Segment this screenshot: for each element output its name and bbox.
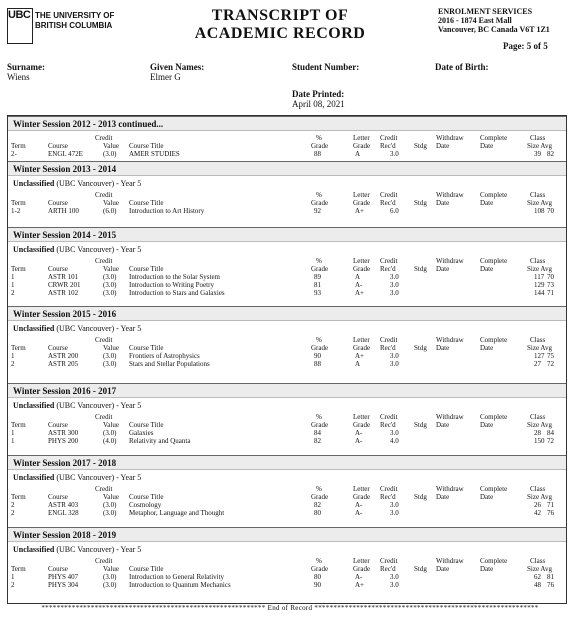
course-size-cell: 127	[534, 352, 545, 360]
column-header-withdraw-top: Withdraw	[436, 557, 464, 565]
column-header-letter-bottom: Grade	[353, 421, 371, 429]
course-ctitle-cell: Introduction to Quantum Mechanics	[129, 581, 231, 589]
column-header-stdg: Stdg	[414, 565, 427, 573]
column-header-letter-bottom: Grade	[353, 493, 371, 501]
course-avg-cell: 72	[547, 360, 554, 368]
course-rec-cell: 3.0	[390, 509, 399, 517]
document-title	[160, 7, 400, 43]
column-header-withdraw-bottom: Date	[436, 142, 450, 150]
column-header-complete-top: Complete	[480, 557, 508, 565]
column-header-course: Course	[48, 565, 68, 573]
course-rec-cell: 3.0	[390, 573, 399, 581]
course-ctitle-cell: Introduction to Stars and Galaxies	[129, 289, 225, 297]
column-header-class-top: Class	[530, 336, 546, 344]
program-line	[13, 245, 141, 254]
column-header-rec-bottom: Rec'd	[380, 142, 396, 150]
course-size-cell: 108	[534, 207, 545, 215]
course-avg-cell: 71	[547, 501, 554, 509]
column-header-pct-bottom: Grade	[311, 565, 329, 573]
course-ctitle-cell: Relativity and Quanta	[129, 437, 191, 445]
column-header-complete-bottom: Date	[480, 565, 494, 573]
column-header-stdg: Stdg	[414, 344, 427, 352]
column-header-stdg: Stdg	[414, 265, 427, 273]
course-avg-cell: 73	[547, 281, 554, 289]
session-header: Winter Session 2015 - 2016	[8, 306, 566, 321]
university-line-2: BRITISH COLUMBIA	[35, 21, 113, 30]
column-header-complete-bottom: Date	[480, 265, 494, 273]
column-header-credit-top: Credit	[95, 413, 113, 421]
session-header: Winter Session 2018 - 2019	[8, 527, 566, 542]
column-header-complete-top: Complete	[480, 485, 508, 493]
session-header: Winter Session 2017 - 2018	[8, 455, 566, 470]
session-header: Winter Session 2013 - 2014	[8, 161, 566, 176]
date-printed-label: Date Printed:	[292, 89, 345, 99]
column-header-rec-bottom: Rec'd	[380, 199, 396, 207]
course-letter-cell: A-	[355, 509, 363, 517]
column-header-withdraw-top: Withdraw	[436, 336, 464, 344]
program-campus: (UBC Vancouver) - Year 5	[56, 324, 142, 333]
surname-value: Wiens	[7, 72, 30, 82]
column-header-pct-bottom: Grade	[311, 199, 329, 207]
page-number: Page: 5 of 5	[503, 41, 548, 51]
column-header-pct-bottom: Grade	[311, 265, 329, 273]
column-header-course-title: Course Title	[129, 493, 164, 501]
course-avg-cell: 84	[547, 429, 554, 437]
course-size-cell: 62	[534, 573, 541, 581]
course-size-cell: 26	[534, 501, 541, 509]
program-line	[13, 324, 141, 333]
course-credit-cell: (3.0)	[103, 501, 117, 509]
column-header-letter-bottom: Grade	[353, 344, 371, 352]
course-pct-cell: 88	[314, 360, 321, 368]
course-ctitle-cell: Metaphor, Language and Thought	[129, 509, 225, 517]
given-names-label: Given Names:	[150, 62, 205, 72]
course-course-cell: ASTR 403	[48, 501, 79, 509]
column-header-complete-bottom: Date	[480, 344, 494, 352]
column-header-letter-top: Letter	[353, 485, 370, 493]
address-line-3: Vancouver, BC Canada V6T 1Z1	[438, 25, 550, 34]
column-header-course-title: Course Title	[129, 199, 164, 207]
column-header-term: Term	[11, 565, 26, 573]
program-status: Unclassified	[13, 401, 55, 410]
program-line	[13, 473, 141, 482]
course-course-cell: ENGL 328	[48, 509, 79, 517]
office-address	[438, 7, 550, 34]
course-term-cell: 1	[11, 437, 15, 445]
title-line-2: ACADEMIC RECORD	[194, 25, 366, 42]
course-term-cell: 2	[11, 289, 15, 297]
column-header-term: Term	[11, 142, 26, 150]
course-size-cell: 27	[534, 360, 541, 368]
course-pct-cell: 90	[314, 352, 321, 360]
course-size-cell: 117	[534, 273, 545, 281]
column-header-course: Course	[48, 265, 68, 273]
column-header-credit-top: Credit	[95, 336, 113, 344]
course-avg-cell: 76	[547, 509, 554, 517]
column-header-withdraw-top: Withdraw	[436, 191, 464, 199]
course-rec-cell: 3.0	[390, 289, 399, 297]
course-course-cell: PHYS 304	[48, 581, 79, 589]
course-avg-cell: 70	[547, 273, 554, 281]
column-header-credit-top: Credit	[95, 134, 113, 142]
course-pct-cell: 80	[314, 573, 321, 581]
course-term-cell: 2	[11, 360, 15, 368]
column-header-pct-bottom: Grade	[311, 493, 329, 501]
column-header-withdraw-bottom: Date	[436, 265, 450, 273]
course-size-cell: 42	[534, 509, 541, 517]
course-credit-cell: (3.0)	[103, 150, 117, 158]
course-credit-cell: (3.0)	[103, 273, 117, 281]
course-letter-cell: A-	[355, 573, 363, 581]
program-status: Unclassified	[13, 473, 55, 482]
column-header-withdraw-bottom: Date	[436, 344, 450, 352]
column-header-withdraw-bottom: Date	[436, 565, 450, 573]
column-header-complete-top: Complete	[480, 336, 508, 344]
column-header-letter-top: Letter	[353, 191, 370, 199]
column-header-course-title: Course Title	[129, 265, 164, 273]
column-header-credit-top: Credit	[95, 191, 113, 199]
column-header-stdg: Stdg	[414, 199, 427, 207]
course-credit-cell: (3.0)	[103, 581, 117, 589]
column-header-credit-value: Value	[103, 142, 119, 150]
course-avg-cell: 81	[547, 573, 554, 581]
course-term-cell: 1-2	[11, 207, 21, 215]
course-avg-cell: 75	[547, 352, 554, 360]
course-ctitle-cell: AMER STUDIES	[129, 150, 180, 158]
given-names-value: Elmer G	[150, 72, 181, 82]
column-header-letter-top: Letter	[353, 257, 370, 265]
course-rec-cell: 3.0	[390, 352, 399, 360]
course-rec-cell: 3.0	[390, 501, 399, 509]
column-header-rec-top: Credit	[380, 557, 398, 565]
column-header-credit-value: Value	[103, 344, 119, 352]
column-header-credit-top: Credit	[95, 485, 113, 493]
column-header-class-top: Class	[530, 134, 546, 142]
course-avg-cell: 82	[547, 150, 554, 158]
course-avg-cell: 76	[547, 581, 554, 589]
column-header-letter-top: Letter	[353, 336, 370, 344]
column-header-term: Term	[11, 199, 26, 207]
column-header-term: Term	[11, 493, 26, 501]
course-letter-cell: A+	[355, 581, 365, 589]
column-header-credit-top: Credit	[95, 257, 113, 265]
course-credit-cell: (3.0)	[103, 509, 117, 517]
course-course-cell: ASTR 200	[48, 352, 79, 360]
column-header-class-top: Class	[530, 191, 546, 199]
course-letter-cell: A	[355, 360, 361, 368]
course-size-cell: 129	[534, 281, 545, 289]
course-rec-cell: 3.0	[390, 360, 399, 368]
course-rec-cell: 3.0	[390, 273, 399, 281]
column-header-rec-top: Credit	[380, 191, 398, 199]
column-header-letter-bottom: Grade	[353, 199, 371, 207]
course-credit-cell: (3.0)	[103, 281, 117, 289]
column-header-letter-bottom: Grade	[353, 142, 371, 150]
course-term-cell: 2	[11, 501, 15, 509]
column-header-pct-top: %	[316, 557, 322, 565]
course-size-cell: 28	[534, 429, 541, 437]
column-header-course-title: Course Title	[129, 565, 164, 573]
transcript-table	[7, 115, 567, 604]
column-header-class-top: Class	[530, 413, 546, 421]
course-term-cell: 2	[11, 581, 15, 589]
course-ctitle-cell: Frontiers of Astrophysics	[129, 352, 200, 360]
course-course-cell: ENGL 472E	[48, 150, 83, 158]
column-header-course-title: Course Title	[129, 344, 164, 352]
column-header-pct-top: %	[316, 485, 322, 493]
column-header-class-bottom: Size Avg	[527, 565, 552, 573]
column-header-class-bottom: Size Avg	[527, 265, 552, 273]
course-course-cell: ASTR 300	[48, 429, 79, 437]
program-line	[13, 401, 141, 410]
course-avg-cell: 71	[547, 289, 554, 297]
course-course-cell: ASTR 205	[48, 360, 79, 368]
column-header-credit-value: Value	[103, 421, 119, 429]
course-avg-cell: 70	[547, 207, 554, 215]
column-header-letter-bottom: Grade	[353, 565, 371, 573]
column-header-course: Course	[48, 493, 68, 501]
course-pct-cell: 80	[314, 509, 321, 517]
column-header-letter-top: Letter	[353, 413, 370, 421]
course-ctitle-cell: Introduction to Art History	[129, 207, 205, 215]
course-credit-cell: (6.0)	[103, 207, 117, 215]
column-header-withdraw-top: Withdraw	[436, 134, 464, 142]
column-header-class-top: Class	[530, 257, 546, 265]
course-pct-cell: 81	[314, 281, 321, 289]
course-term-cell: 1	[11, 573, 15, 581]
student-number-label: Student Number:	[292, 62, 360, 72]
program-status: Unclassified	[13, 179, 55, 188]
address-line-2: 2016 - 1874 East Mall	[438, 16, 512, 25]
column-header-withdraw-top: Withdraw	[436, 485, 464, 493]
course-rec-cell: 4.0	[390, 437, 399, 445]
program-campus: (UBC Vancouver) - Year 5	[56, 545, 142, 554]
column-header-pct-top: %	[316, 134, 322, 142]
course-size-cell: 48	[534, 581, 541, 589]
column-header-rec-bottom: Rec'd	[380, 565, 396, 573]
column-header-course: Course	[48, 142, 68, 150]
course-ctitle-cell: Stars and Stellar Populations	[129, 360, 210, 368]
course-letter-cell: A+	[355, 207, 365, 215]
column-header-course: Course	[48, 421, 68, 429]
column-header-credit-value: Value	[103, 565, 119, 573]
course-course-cell: ARTH 100	[48, 207, 79, 215]
course-ctitle-cell: Introduction to the Solar System	[129, 273, 220, 281]
column-header-stdg: Stdg	[414, 493, 427, 501]
column-header-rec-bottom: Rec'd	[380, 265, 396, 273]
course-pct-cell: 92	[314, 207, 321, 215]
address-line-1: ENROLMENT SERVICES	[438, 7, 533, 16]
course-letter-cell: A-	[355, 437, 363, 445]
column-header-credit-value: Value	[103, 493, 119, 501]
column-header-term: Term	[11, 265, 26, 273]
column-header-complete-bottom: Date	[480, 493, 494, 501]
program-line	[13, 545, 141, 554]
column-header-class-top: Class	[530, 557, 546, 565]
university-line-1: THE UNIVERSITY OF	[35, 11, 115, 20]
course-credit-cell: (3.0)	[103, 352, 117, 360]
course-term-cell: 1	[11, 281, 15, 289]
ubc-logo-text: UBC	[8, 9, 31, 21]
course-ctitle-cell: Cosmology	[129, 501, 162, 509]
course-course-cell: ASTR 102	[48, 289, 79, 297]
column-header-term: Term	[11, 421, 26, 429]
course-pct-cell: 82	[314, 437, 321, 445]
course-course-cell: ASTR 101	[48, 273, 79, 281]
column-header-withdraw-bottom: Date	[436, 493, 450, 501]
program-status: Unclassified	[13, 245, 55, 254]
program-campus: (UBC Vancouver) - Year 5	[56, 401, 142, 410]
course-pct-cell: 89	[314, 273, 321, 281]
column-header-course-title: Course Title	[129, 142, 164, 150]
course-letter-cell: A-	[355, 501, 363, 509]
column-header-letter-top: Letter	[353, 134, 370, 142]
course-rec-cell: 3.0	[390, 429, 399, 437]
column-header-pct-bottom: Grade	[311, 142, 329, 150]
column-header-withdraw-bottom: Date	[436, 421, 450, 429]
column-header-complete-top: Complete	[480, 257, 508, 265]
column-header-complete-bottom: Date	[480, 142, 494, 150]
column-header-class-bottom: Size Avg	[527, 421, 552, 429]
course-term-cell: 1	[11, 273, 15, 281]
course-course-cell: CRWR 201	[48, 281, 81, 289]
column-header-complete-bottom: Date	[480, 199, 494, 207]
course-letter-cell: A	[355, 273, 361, 281]
column-header-class-bottom: Size Avg	[527, 142, 552, 150]
column-header-complete-bottom: Date	[480, 421, 494, 429]
column-header-term: Term	[11, 344, 26, 352]
column-header-credit-top: Credit	[95, 557, 113, 565]
course-credit-cell: (3.0)	[103, 573, 117, 581]
course-pct-cell: 88	[314, 150, 321, 158]
column-header-withdraw-top: Withdraw	[436, 413, 464, 421]
course-rec-cell: 3.0	[390, 281, 399, 289]
column-header-stdg: Stdg	[414, 142, 427, 150]
course-pct-cell: 82	[314, 501, 321, 509]
course-letter-cell: A+	[355, 289, 365, 297]
column-header-rec-top: Credit	[380, 485, 398, 493]
column-header-course-title: Course Title	[129, 421, 164, 429]
end-of-record: *********************************************************** End of Record ***********************************************************	[41, 604, 539, 612]
course-rec-cell: 6.0	[390, 207, 399, 215]
title-line-1: TRANSCRIPT OF	[211, 7, 349, 24]
column-header-pct-bottom: Grade	[311, 421, 329, 429]
course-ctitle-cell: Galaxies	[129, 429, 154, 437]
date-of-birth-label: Date of Birth:	[435, 62, 489, 72]
session-header: Winter Session 2016 - 2017	[8, 383, 566, 398]
course-size-cell: 150	[534, 437, 545, 445]
column-header-rec-top: Credit	[380, 336, 398, 344]
column-header-stdg: Stdg	[414, 421, 427, 429]
column-header-pct-top: %	[316, 257, 322, 265]
course-pct-cell: 93	[314, 289, 321, 297]
course-ctitle-cell: Introduction to Writing Poetry	[129, 281, 214, 289]
program-campus: (UBC Vancouver) - Year 5	[56, 473, 142, 482]
course-term-cell: 1	[11, 429, 15, 437]
column-header-class-bottom: Size Avg	[527, 199, 552, 207]
date-printed-value: April 08, 2021	[292, 99, 345, 109]
course-credit-cell: (3.0)	[103, 289, 117, 297]
column-header-rec-bottom: Rec'd	[380, 421, 396, 429]
course-credit-cell: (3.0)	[103, 360, 117, 368]
column-header-rec-top: Credit	[380, 257, 398, 265]
column-header-course: Course	[48, 199, 68, 207]
course-pct-cell: 84	[314, 429, 321, 437]
column-header-class-bottom: Size Avg	[527, 344, 552, 352]
column-header-letter-bottom: Grade	[353, 265, 371, 273]
course-rec-cell: 3.0	[390, 150, 399, 158]
column-header-pct-top: %	[316, 191, 322, 199]
column-header-letter-top: Letter	[353, 557, 370, 565]
course-term-cell: 1	[11, 352, 15, 360]
column-header-withdraw-bottom: Date	[436, 199, 450, 207]
program-line	[13, 179, 141, 188]
course-term-cell: 2-	[11, 150, 17, 158]
course-ctitle-cell: Introduction to General Relativity	[129, 573, 225, 581]
course-course-cell: PHYS 407	[48, 573, 79, 581]
column-header-course: Course	[48, 344, 68, 352]
program-status: Unclassified	[13, 324, 55, 333]
program-campus: (UBC Vancouver) - Year 5	[56, 179, 142, 188]
column-header-class-bottom: Size Avg	[527, 493, 552, 501]
course-letter-cell: A-	[355, 429, 363, 437]
course-letter-cell: A+	[355, 352, 365, 360]
course-avg-cell: 72	[547, 437, 554, 445]
session-header: Winter Session 2014 - 2015	[8, 227, 566, 242]
course-letter-cell: A	[355, 150, 361, 158]
column-header-withdraw-top: Withdraw	[436, 257, 464, 265]
course-size-cell: 39	[534, 150, 541, 158]
column-header-rec-top: Credit	[380, 134, 398, 142]
course-term-cell: 2	[11, 509, 15, 517]
program-campus: (UBC Vancouver) - Year 5	[56, 245, 142, 254]
column-header-pct-bottom: Grade	[311, 344, 329, 352]
session-header: Winter Session 2012 - 2013 continued...	[8, 116, 566, 131]
column-header-rec-bottom: Rec'd	[380, 493, 396, 501]
column-header-class-top: Class	[530, 485, 546, 493]
column-header-credit-value: Value	[103, 265, 119, 273]
column-header-pct-top: %	[316, 413, 322, 421]
course-course-cell: PHYS 200	[48, 437, 79, 445]
course-credit-cell: (4.0)	[103, 437, 117, 445]
surname-label: Surname:	[7, 62, 45, 72]
column-header-complete-top: Complete	[480, 134, 508, 142]
course-credit-cell: (3.0)	[103, 429, 117, 437]
column-header-rec-top: Credit	[380, 413, 398, 421]
column-header-rec-bottom: Rec'd	[380, 344, 396, 352]
course-rec-cell: 3.0	[390, 581, 399, 589]
column-header-complete-top: Complete	[480, 413, 508, 421]
column-header-pct-top: %	[316, 336, 322, 344]
column-header-complete-top: Complete	[480, 191, 508, 199]
program-status: Unclassified	[13, 545, 55, 554]
course-pct-cell: 90	[314, 581, 321, 589]
course-letter-cell: A-	[355, 281, 363, 289]
column-header-credit-value: Value	[103, 199, 119, 207]
course-size-cell: 144	[534, 289, 545, 297]
university-name	[35, 11, 114, 31]
